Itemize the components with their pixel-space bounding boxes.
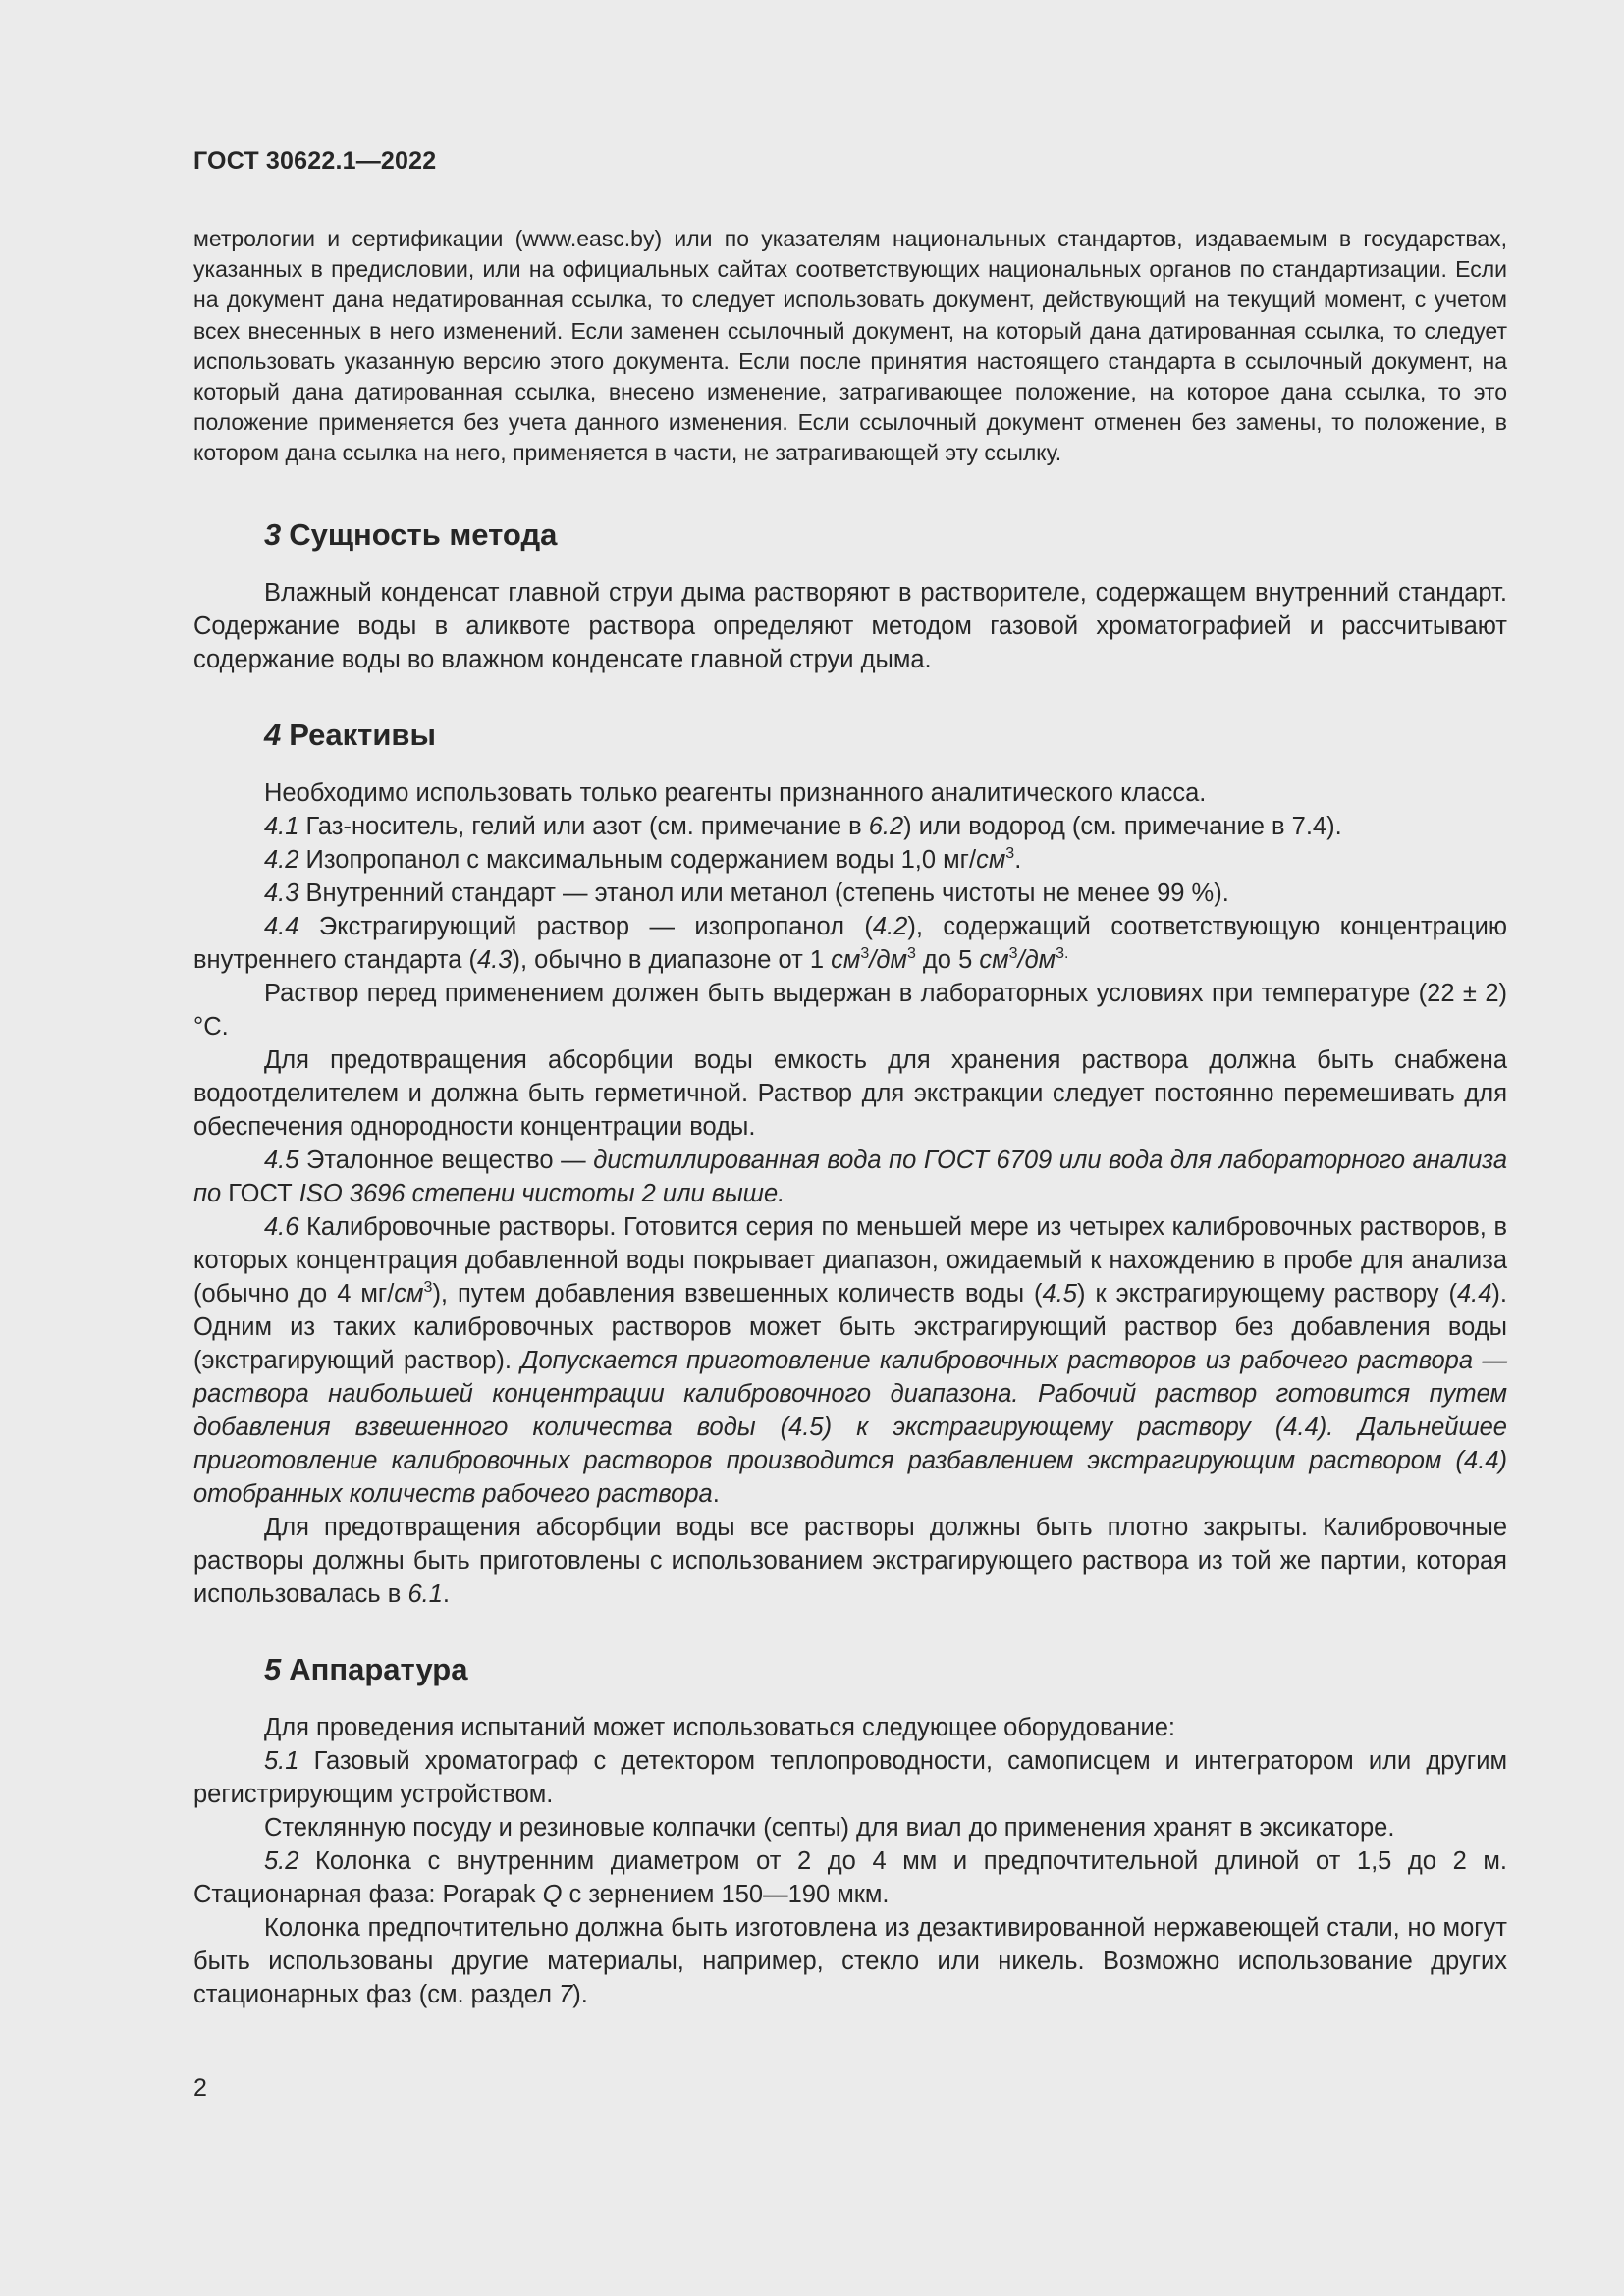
- section-3-paragraph: Влажный конденсат главной струи дыма растворяют в растворителе, содержащем внутренний стандарт. Содержание воды в аликвоте раствора определяют методом газовой хроматографией и рассчитывают содержание воды во влажном конденсате главной струи дыма.: [193, 578, 1507, 673]
- clause-5-2: 5.2 Колонка с внутренним диаметром от 2 до 4 мм и предпочтительной длиной от 1,5 до 2 м. Стационарная фаза: Porapak Q с зернением 150—190 мкм.: [193, 1846, 1507, 1908]
- section-5-heading: [193, 1650, 1507, 1689]
- section-3-heading: [193, 515, 1507, 555]
- clause-4-1-number: 4.1: [264, 812, 299, 840]
- section-5-number: 5: [264, 1651, 282, 1686]
- absorption-paragraph: Для предотвращения абсорбции воды емкость для хранения раствора должна быть снабжена водоотделителем и должна быть герметичной. Раствор для экстракции следует постоянно перемешивать для обеспечения однородности концентрации воды.: [193, 1045, 1507, 1141]
- clause-4-1: 4.1 Газ-носитель, гелий или азот (см. примечание в 6.2) или водород (см. примечание в 7.4).: [264, 812, 1342, 840]
- clause-4-4: 4.4 Экстрагирующий раствор — изопропанол (4.2), содержащий соответствующую концентрацию внутреннего стандарта (4.3), обычно в диапазоне от 1 $см^3/дм^3$ до 5 $см^3/дм^{3.}$: [193, 912, 1508, 974]
- clause-4-2-number: 4.2: [264, 845, 299, 874]
- clause-4-3: 4.3 Внутренний стандарт — этанол или метанол (степень чистоты не менее 99 %).: [264, 879, 1229, 907]
- clause-5-1-number: 5.1: [264, 1746, 299, 1775]
- apparatus-intro: Для проведения испытаний может использоваться следующее оборудование:: [264, 1713, 1175, 1741]
- document-body: [193, 224, 1507, 2011]
- section-5-title: Аппаратура: [289, 1651, 468, 1686]
- clause-4-5-number: 4.5: [264, 1146, 299, 1174]
- section-4-heading: [193, 716, 1507, 755]
- storage-paragraph: Раствор перед применением должен быть выдержан в лабораторных условиях при температуре (22 ± 2) °С.: [193, 979, 1507, 1041]
- clause-4-5: 4.5 Эталонное вещество — дистиллированная вода по ГОСТ 6709 или вода для лабораторного анализа по ГОСТ ISO 3696 степени чистоты 2 или выше.: [193, 1146, 1508, 1207]
- section-4-number: 4: [264, 717, 282, 752]
- clause-4-4-number: 4.4: [264, 912, 299, 940]
- clause-4-3-number: 4.3: [264, 879, 299, 907]
- page-number: 2: [193, 2074, 207, 2102]
- column-material-paragraph: Колонка предпочтительно должна быть изготовлена из дезактивированной нержавеющей стали, но могут быть использованы другие материалы, например, стекло или никель. Возможно использование других стационарных фаз (см. раздел 7).: [193, 1913, 1507, 2008]
- section-3-number: 3: [264, 516, 282, 552]
- clause-5-1: 5.1 Газовый хроматограф с детектором теплопроводности, самописцем и интегратором или другим регистрирующим устройством.: [193, 1746, 1507, 1808]
- glassware-paragraph: Стеклянную посуду и резиновые колпачки (септы) для виал до применения хранят в эксикаторе.: [264, 1813, 1395, 1842]
- clause-5-2-number: 5.2: [264, 1846, 299, 1875]
- section-3-title: Сущность метода: [289, 516, 558, 552]
- document-header: ГОСТ 30622.1—2022: [193, 147, 437, 175]
- reagents-intro: Необходимо использовать только реагенты признанного аналитического класса.: [264, 778, 1207, 807]
- clause-4-2: 4.2 Изопропанол с максимальным содержанием воды 1,0 $мг/см^3$.: [264, 844, 1022, 874]
- sealed-solutions-paragraph: Для предотвращения абсорбции воды все растворы должны быть плотно закрыты. Калибровочные растворы должны быть приготовлены с использованием экстрагирующего раствора из той же партии, которая использовалась в 6.1.: [193, 1513, 1507, 1608]
- clause-4-6: 4.6 Калибровочные растворы. Готовится серия по меньшей мере из четырех калибровочных растворов, в которых концентрация добавленной воды покрывает диапазон, ожидаемый к нахождению в пробе для анализа (обычно до 4 $мг/см^3$), путем добавления взвешенных количеств воды (4.5) к экстрагирующему раствору (4.4). Одним из таких калибровочных растворов может быть экстрагирующий раствор без добавления воды (экстрагирующий раствор). Допускается приготовление калибровочных растворов из рабочего раствора — раствора наибольшей концентрации калибровочного диапазона. Рабочий раствор готовится путем добавления взвешенного количества воды (4.5) к экстрагирующему раствору (4.4). Дальнейшее приготовление калибровочных растворов производится разбавлением экстрагирующим раствором (4.4) отобранных количеств рабочего раствора.: [193, 1212, 1507, 1508]
- intro-paragraph: метрологии и сертификации (www.easc.by) или по указателям национальных стандартов, издаваемым в государствах, указанных в предисловии, или на официальных сайтах соответствующих национальных органов по стандартизации. Если на документ дана недатированная ссылка, то следует использовать документ, действующий на текущий момент, с учетом всех внесенных в него изменений. Если заменен ссылочный документ, на который дана датированная ссылка, то следует использовать указанную версию этого документа. Если после принятия настоящего стандарта в ссылочный документ, на который дана датированная ссылка, внесено изменение, затрагивающее положение, на которое дана ссылка, то это положение применяется без учета данного изменения. Если ссылочный документ отменен без замены, то положение, в котором дана ссылка на него, применяется в части, не затрагивающей эту ссылку.: [193, 226, 1507, 466]
- section-4-title: Реактивы: [289, 717, 436, 752]
- clause-4-6-number: 4.6: [264, 1212, 299, 1241]
